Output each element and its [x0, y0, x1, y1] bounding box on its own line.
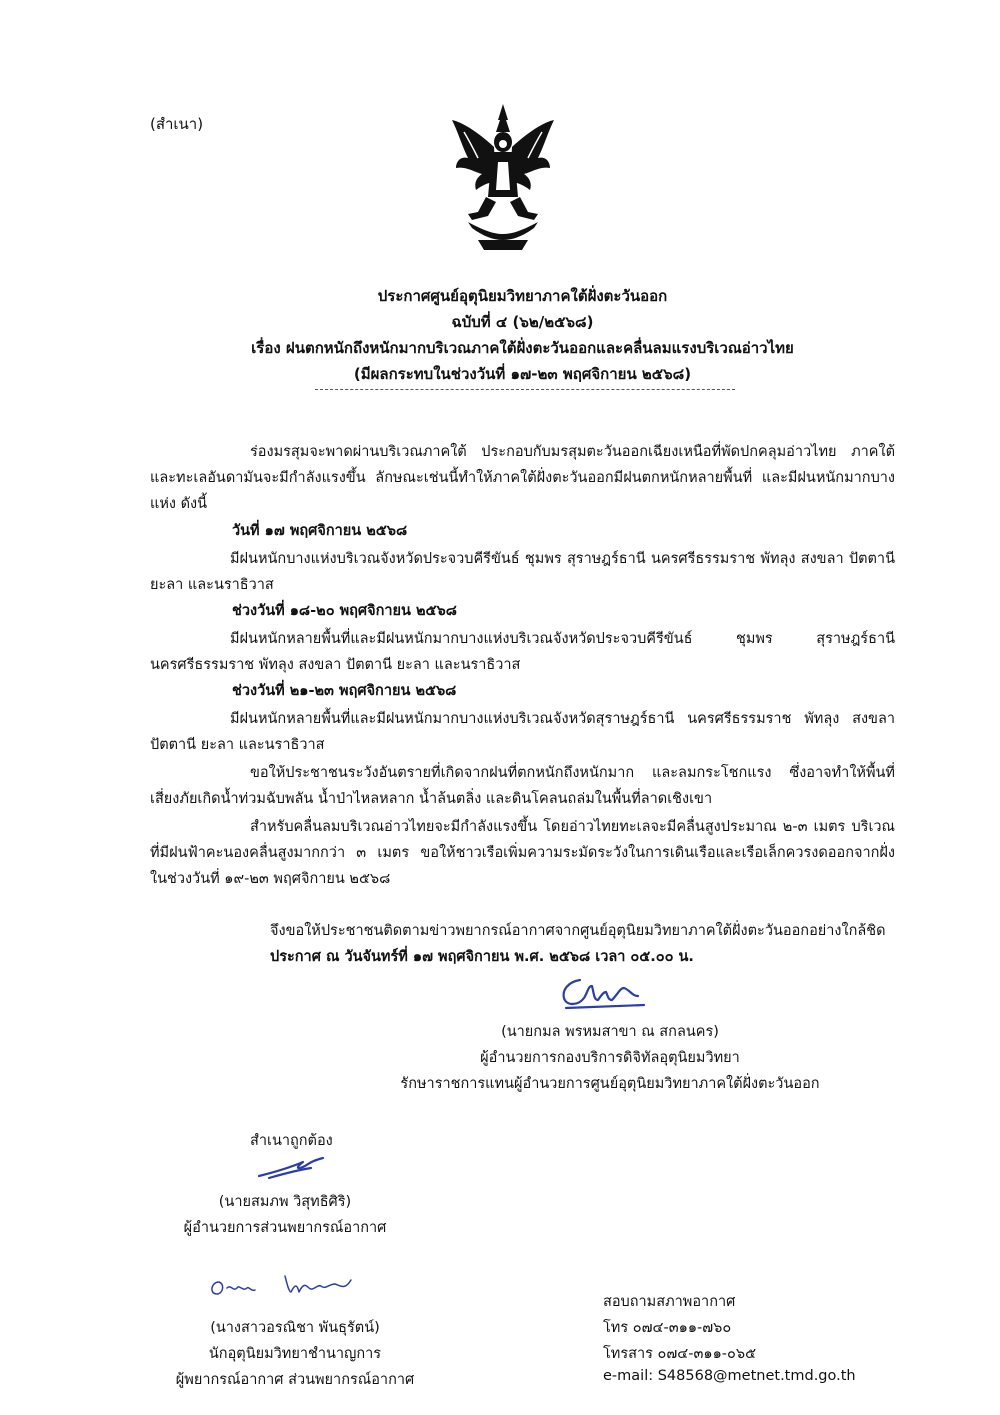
- section-2-title: ช่วงวันที่ ๑๘-๒๐ พฤศจิกายน ๒๕๖๘: [232, 603, 457, 619]
- announcement-number: ฉบับที่ ๔ (๖๒/๒๕๖๘): [451, 313, 594, 331]
- forecaster-name: (นางสาวอรณิชา พันธุรัตน์): [210, 1320, 380, 1336]
- announcement-subject: เรื่อง ฝนตกหนักถึงหนักมากบริเวณภาคใต้ฝั่งตะวันออกและคลื่นลมแรงบริเวณอ่าวไทย: [251, 339, 794, 357]
- contact-title: สอบถามสภาพอากาศ: [603, 1294, 736, 1310]
- contact-fax: โทรสาร ๐๗๔-๓๑๑-๐๖๕: [603, 1346, 757, 1362]
- waves-paragraph: สำหรับคลื่นลมบริเวณอ่าวไทยจะมีกำลังแรงขึ้น โดยอ่าวไทยทะเลจะมีคลื่นสูงประมาณ ๒-๓ เมตร บริเวณที่มีฝนฟ้าคะนองคลื่นสูงมากกว่า ๓ เมตร ขอให้ชาวเรือเพิ่มความระมัดระวังในการเดินเรือและเรือเล็กควรงดออกจากฝั่ง ในช่วงวันที่ ๑๙-๒๓ พฤศจิกายน ๒๕๖๘: [150, 819, 895, 887]
- certified-label: สำเนาถูกต้อง: [250, 1133, 333, 1149]
- certifier-signature: [255, 1152, 327, 1182]
- director-signature: [558, 972, 653, 1014]
- certifier-position: ผู้อำนวยการส่วนพยากรณ์อากาศ: [183, 1220, 387, 1236]
- section-2-text: มีฝนหนักหลายพื้นที่และมีฝนหนักมากบางแห่งบริเวณจังหวัดประจวบคีรีขันธ์ ชุมพร สุราษฎร์ธานี นครศรีธรรมราช พัทลุง สงขลา ปัตตานี ยะลา และนราธิวาส: [150, 631, 895, 673]
- signatory-position-2: รักษาราชการแทนผู้อำนวยการศูนย์อุตุนิยมวิทยาภาคใต้ฝั่งตะวันออก: [400, 1076, 820, 1092]
- certifier-name: (นายสมภพ วิสุทธิศิริ): [218, 1194, 352, 1210]
- section-1-title: วันที่ ๑๗ พฤศจิกายน ๒๕๖๘: [232, 523, 408, 539]
- warning-paragraph: ขอให้ประชาชนระวังอันตรายที่เกิดจากฝนที่ตกหนักถึงหนักมาก และลมกระโชกแรง ซึ่งอาจทำให้พื้นที่เสี่ยงภัยเกิดน้ำท่วมฉับพลัน น้ำป่าไหลหลาก น้ำล้นตลิ่ง และดินโคลนถล่มในพื้นที่ลาดเชิงเขา: [150, 765, 895, 807]
- section-3-title: ช่วงวันที่ ๒๑-๒๓ พฤศจิกายน ๒๕๖๘: [232, 683, 457, 699]
- announcement-title: ประกาศศูนย์อุตุนิยมวิทยาภาคใต้ฝั่งตะวันออก: [377, 287, 668, 305]
- announced-date: ประกาศ ณ วันจันทร์ที่ ๑๗ พฤศจิกายน พ.ศ. ๒๕๖๘ เวลา ๐๕.๐๐ น.: [270, 949, 694, 965]
- forecaster-signature: [205, 1270, 365, 1302]
- intro-paragraph: ร่องมรสุมจะพาดผ่านบริเวณภาคใต้ ประกอบกับมรสุมตะวันออกเฉียงเหนือที่พัดปกคลุมอ่าวไทย ภาคใต้และทะเลอันดามันจะมีกำลังแรงขึ้น ลักษณะเช่นนี้ทำให้ภาคใต้ฝั่งตะวันออกมีฝนตกหนักหลายพื้นที่ และมีฝนหนักมากบางแห่ง ดังนี้: [150, 444, 895, 512]
- copy-mark: (สำเนา): [150, 115, 204, 133]
- forecaster-position-1: นักอุตุนิยมวิทยาชำนาญการ: [208, 1346, 382, 1362]
- follow-advice: จึงขอให้ประชาชนติดตามข่าวพยากรณ์อากาศจากศูนย์อุตุนิยมวิทยาภาคใต้ฝั่งตะวันออกอย่างใกล้ชิด: [270, 923, 886, 939]
- contact-email[interactable]: e-mail: S48568@metnet.tmd.go.th: [603, 1368, 856, 1384]
- contact-phone: โทร ๐๗๔-๓๑๑-๗๖๐: [603, 1320, 732, 1336]
- forecaster-position-2: ผู้พยากรณ์อากาศ ส่วนพยากรณ์อากาศ: [175, 1372, 415, 1388]
- garuda-emblem-icon: [448, 102, 558, 252]
- section-1-text: มีฝนหนักบางแห่งบริเวณจังหวัดประจวบคีรีขันธ์ ชุมพร สุราษฎร์ธานี นครศรีธรรมราช พัทลุง สงขลา ปัตตานี ยะลา และนราธิวาส: [150, 551, 895, 593]
- announcement-effective-period: (มีผลกระทบในช่วงวันที่ ๑๗-๒๓ พฤศจิกายน ๒๕๖๘): [353, 365, 692, 383]
- signatory-position-1: ผู้อำนวยการกองบริการดิจิทัลอุตุนิยมวิทยา: [480, 1050, 740, 1066]
- section-3-text: มีฝนหนักหลายพื้นที่และมีฝนหนักมากบางแห่งบริเวณจังหวัดสุราษฎร์ธานี นครศรีธรรมราช พัทลุง สงขลา ปัตตานี ยะลา และนราธิวาส: [150, 711, 895, 753]
- header-divider: [315, 389, 735, 390]
- signatory-name: (นายกมล พรหมสาขา ณ สกลนคร): [501, 1024, 719, 1040]
